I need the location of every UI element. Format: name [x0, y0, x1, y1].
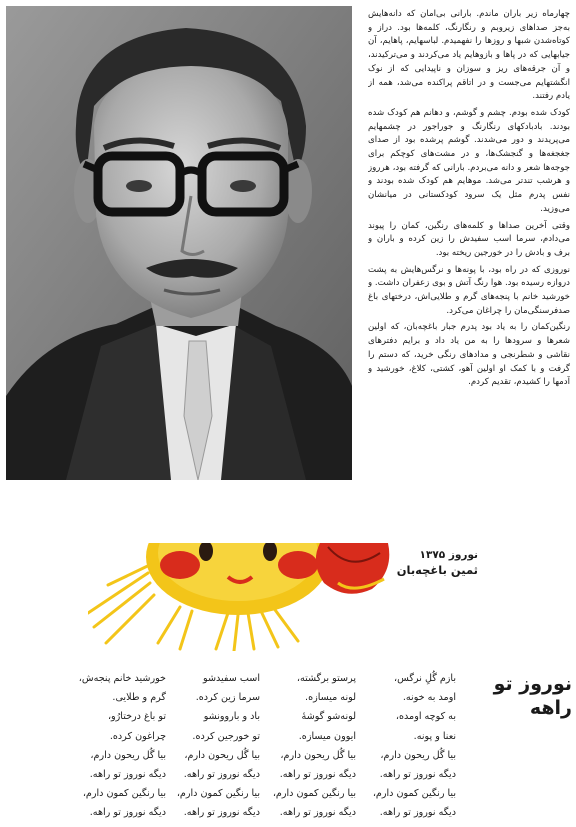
poem-line: نعنا و پونه.: [413, 730, 456, 742]
credit-author: ثمین باغچه‌بان: [396, 563, 478, 577]
poem-stanza-3: [168, 669, 260, 823]
poem-line: دیگه نوروز تو راهه.: [379, 807, 456, 819]
poem-stanza-1: [356, 669, 456, 823]
poem-line: بیا رنگین کمون دارم،: [372, 788, 456, 800]
poem-line: بیا رنگین کمون دارم،: [272, 788, 356, 800]
credit-date: نوروز ۱۳۷۵: [419, 549, 478, 561]
poem-stanza-4: [62, 669, 166, 823]
introduction-text: [368, 8, 570, 526]
poem-line: تو باغ درختارُو،: [107, 711, 166, 723]
intro-paragraph-1: چهارماه زیر باران ماندم. بارانی بی‌امان که دانه‌هایش به‌جز صداهای زیروبم و رنگارنگ، کلمه‌ها بود. دراز و کوتاه‌شدن شبها و روزها را نفهمیدم. لباسهایم، پاهایم، آن جیابهایی که در پاها و بازوهایم یاد می‌کردند و می‌ترکیدند، و آن جرقه‌های ریز و سوزان و ناپیدایی که از نوک انگشتهایم می‌جست و در اتاقم پراکنده می‌شد، همه از یادم رفتند.: [368, 9, 570, 102]
poem-line: بیا گُل ریحون دارم،: [184, 749, 260, 761]
poem-line: بازم گُلِ نرگس،: [394, 673, 456, 684]
poem-line: پرستو برگشته،: [296, 673, 356, 684]
poem-line: بیا رنگین کمون دارم،: [176, 788, 260, 800]
poem-line: دیگه نوروز تو راهه.: [279, 768, 356, 780]
author-portrait-photo: [6, 6, 352, 480]
credit-block: [388, 548, 478, 578]
poem-line: لونه میسازه.: [305, 692, 356, 704]
poem-line: گرم و طلایی.: [112, 692, 166, 704]
sun-face-drawing: [88, 543, 392, 651]
poem-line: دیگه نوروز تو راهه.: [279, 807, 356, 819]
poem-line: اومد به خونه.: [402, 692, 456, 704]
poem-line: سرما زین کرده.: [195, 692, 260, 704]
poem-title: نوروز تو راهه: [493, 673, 572, 719]
poem-line: لونه‌شو گوشهٔ: [301, 711, 356, 723]
poem-line: بیا گُل ریحون دارم،: [90, 749, 166, 761]
poem-line: دیگه نوروز تو راهه.: [183, 768, 260, 780]
poem-line: بیا رنگین کمون دارم،: [82, 788, 166, 800]
poem-line: دیگه نوروز تو راهه.: [183, 807, 260, 819]
poem-line: چراغون کرده.: [109, 730, 166, 742]
intro-paragraph-5: رنگین‌کمان را به یاد بود پدرم جبار باغچه‌بان، که اولین شعرها و سرودها را به من یاد داد و برایم دفترهای نقاشی و شطرنجی و مدادهای رنگی خرید، که دستم را گرفت و با کمک او اولین آهو، کشتی، کلاغ، خورشید و آدمها را کشیدم، تقدیم کردم.: [368, 322, 570, 388]
sun-illustration: [88, 543, 392, 651]
poem-line: بیا گُل ریحون دارم،: [280, 749, 356, 761]
intro-paragraph-3: وقتی آخرین صداها و کلمه‌های رنگین، کمان را پیوند می‌دادم، سرما اسب سفیدش را زین کرده و باران و برف و بادش را در خورجین ریخته بود.: [368, 220, 570, 258]
poem-line: به کوچه اومده،: [395, 711, 456, 723]
poem-line: خورشید خانم پنجه‌ش،: [78, 673, 166, 684]
poem-stanza-2: [262, 669, 356, 823]
poem-line: بیا گُل ریحون دارم،: [380, 749, 456, 761]
intro-paragraph-2: کودک شده بودم. چشم و گوشم، و دهانم هم کودک شده بودند. بادبادکهای رنگارنگ و جوراجور در چشمهایم می‌پریدند و دور می‌شدند. گوشم پرشده بود از صدای جغجغه‌ها و گنجشک‌ها، و در مشت‌های کوچکم برای جوجه‌ها شعر و دانه می‌بردم. بارانی که گرفته بود، هرروز و هرشب تندتر می‌شد. موهایم هم کودک شده بودند و نفس پدرم مثل یک سرود کودکستانی در میانشان می‌وزید.: [368, 107, 570, 214]
intro-paragraph-4: نوروزی که در راه بود، با پونه‌ها و نرگس‌هایش به پشت دروازه رسیده بود. هوا رنگ آتش و بوی زعفران داشت. و خورشید خانم با پنجه‌های گرم و طلایی‌اش، درختهای باغ صدفرسنگی‌مان را چراغان می‌کرد.: [368, 264, 570, 316]
poem-line: تو خورجین کرده.: [192, 730, 260, 742]
poem-line: باد و باروونشو: [203, 711, 260, 723]
poem-line: دیگه نوروز تو راهه.: [89, 768, 166, 780]
portrait-drawing: [6, 6, 352, 480]
poem-line: اسب سفیدشو: [203, 673, 260, 684]
poem-line: دیگه نوروز تو راهه.: [89, 807, 166, 819]
poem-line: دیگه نوروز تو راهه.: [379, 768, 456, 780]
poem-line: ایوون میسازه.: [298, 730, 356, 742]
